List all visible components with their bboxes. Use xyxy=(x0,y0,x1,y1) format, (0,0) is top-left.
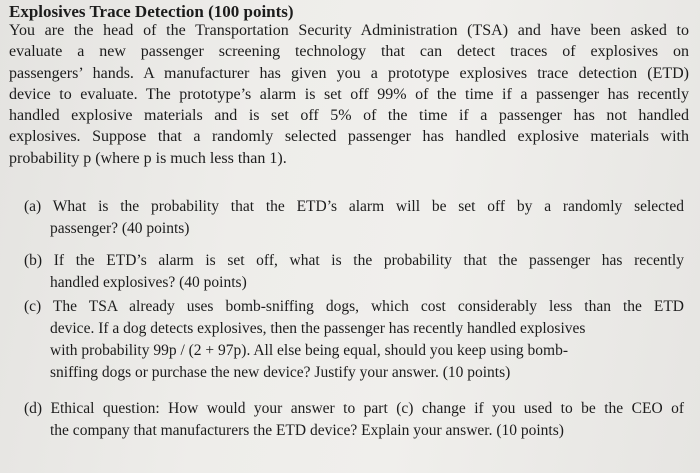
intro-line: device to evaluate. The prototype’s alarm is set off 99% of the time if a passenger has recently xyxy=(9,85,689,103)
part-a xyxy=(24,196,684,240)
part-a-line: (a) What is the probability that the ETD’s alarm will be set off by a randomly selected xyxy=(24,198,684,215)
intro-line: explosives. Suppose that a randomly selected passenger has handled explosive materials with xyxy=(9,128,689,146)
intro-line: evaluate a new passenger screening technology that can detect traces of explosives on xyxy=(9,43,689,61)
part-d-line: the company that manufacturers the ETD device? Explain your answer. (10 points) xyxy=(50,422,564,439)
part-c xyxy=(24,296,684,384)
part-b-line: (b) If the ETD’s alarm is set off, what is the probability that the passenger has recently xyxy=(24,252,684,269)
part-d xyxy=(24,398,684,442)
problem-title: Explosives Trace Detection (100 points) xyxy=(9,2,294,21)
intro-line: You are the head of the Transportation Security Administration (TSA) and have been asked to xyxy=(9,22,689,39)
part-a-line: passenger? (40 points) xyxy=(50,220,190,237)
problem-intro xyxy=(9,20,689,169)
intro-line: probability p (where p is much less than 1). xyxy=(9,149,287,167)
part-c-line: (c) The TSA already uses bomb-sniffing dogs, which cost considerably less than the ETD xyxy=(24,298,684,315)
intro-line: passengers’ hands. A manufacturer has given you a prototype explosives trace detection (ETD) xyxy=(9,64,689,82)
part-d-line: (d) Ethical question: How would your answer to part (c) change if you used to be the CEO of xyxy=(24,400,684,417)
part-c-line: device. If a dog detects explosives, then the passenger has recently handled explosives xyxy=(50,320,586,337)
part-c-line: sniffing dogs or purchase the new device? Justify your answer. (10 points) xyxy=(50,364,511,381)
part-b-line: handled explosives? (40 points) xyxy=(50,274,247,291)
intro-line: handled explosive materials and is set off 5% of the time if a passenger has not handled xyxy=(9,107,689,125)
part-c-line: with probability 99p / (2 + 97p). All else being equal, should you keep using bomb- xyxy=(50,342,569,359)
part-b xyxy=(24,250,684,294)
